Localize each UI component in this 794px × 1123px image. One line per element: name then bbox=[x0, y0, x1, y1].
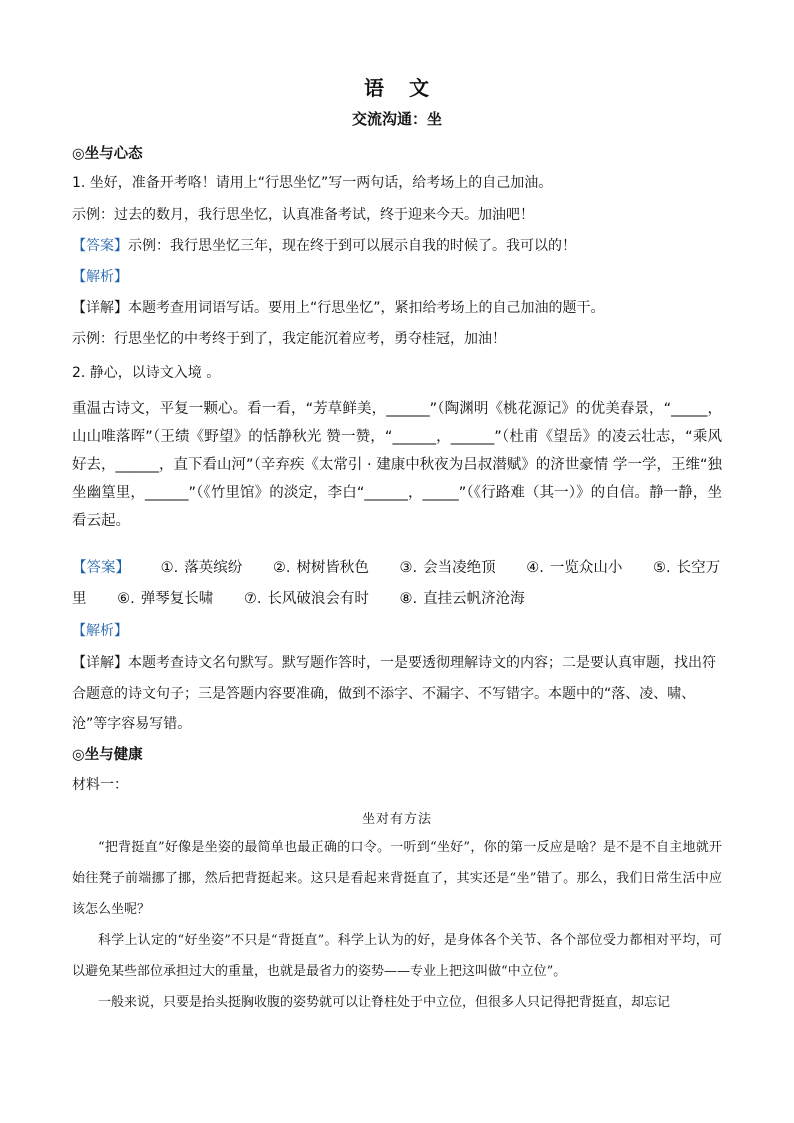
title-char-2: 文 bbox=[409, 76, 430, 100]
answer-item bbox=[526, 556, 622, 577]
answer-item bbox=[117, 587, 213, 608]
article-paragraph: “把背挺直”好像是坐姿的最简单也最正确的口令。一听到“坐好”，你的第一反应是啥？是不是不自主地就开始往凳子前端挪了挪，然后把背挺起来。这只是看起来背挺直了，其实还是“坐”错了。那么，我们日常生活中应该怎么坐呢？ bbox=[72, 840, 722, 917]
answer-text: 直挂云帆济沧海 bbox=[423, 591, 525, 607]
detail-tag: 【详解】 bbox=[72, 300, 128, 316]
article-paragraph: 科学上认定的“好坐姿”不只是“背挺直”。科学上认为的好，是身体各个关节、各个部位受力都相对平均，可以避免某些部位承担过大的重量，也就是最省力的姿势——专业上把这叫做“中立位”。 bbox=[72, 933, 722, 979]
answer-item bbox=[653, 556, 720, 577]
page-title bbox=[0, 72, 794, 101]
answer-num: ①. bbox=[160, 560, 179, 576]
page-subtitle: 交流沟通：坐 bbox=[351, 110, 442, 128]
section-heading-health: ◎坐与健康 bbox=[72, 747, 143, 763]
answer-text: 一览众山小 bbox=[549, 560, 623, 576]
title-char-1: 语 bbox=[364, 76, 385, 100]
answer-item bbox=[400, 587, 525, 608]
question-1-answer bbox=[72, 235, 576, 255]
question-2: 2. 静心，以诗文入境 。 bbox=[72, 365, 221, 381]
detail-tag: 【详解】 bbox=[72, 655, 128, 671]
answer-tag: 【答案】 bbox=[72, 238, 128, 254]
question-2-detail-line-1 bbox=[72, 652, 716, 672]
question-1: 1. 坐好，准备开考咯！请用上“行思坐忆”写一两句话，给考场上的自己加油。 bbox=[72, 175, 553, 191]
question-2-detail-line-3: 沧”等字容易写错。 bbox=[72, 716, 192, 732]
poem-passage: 重温古诗文，平复一颗心。看一看，“芳草鲜美，______”（陶渊明《桃花源记》的优美春景，“_____，山山唯落晖”（王绩《野望》的恬静秋光 赞一赞，“______，______”（杜甫《望岳》的凌云壮志，“乘风好去，______，直下看山河”（辛弃疾《太常引 · 建康中秋夜为吕叔潜赋》的济世豪情 学一学，王维“独坐幽篁里，______”（《竹里馆》的淡定，李白“______，_____”（《行路难（其一）》的自信。静一静，坐看云起。 bbox=[72, 401, 722, 529]
material-label: 材料一： bbox=[72, 777, 128, 793]
answer-num: ③. bbox=[399, 560, 418, 576]
detail-text: 本题考查用词语写话。要用上“行思坐忆”，紧扣给考场上的自己加油的题干。 bbox=[128, 300, 605, 316]
answer-text: 弹琴复长啸 bbox=[140, 591, 214, 607]
detail-text: 本题考查诗文名句默写。默写题作答时，一是要透彻理解诗文的内容；二是要认真审题，找出符 bbox=[128, 655, 716, 671]
question-2-answers-line-1 bbox=[72, 556, 720, 577]
answer-item bbox=[400, 556, 496, 577]
article-paragraph: 一般来说，只要是抬头挺胸收腹的姿势就可以让脊柱处于中立位，但很多人只记得把背挺直，却忘记 bbox=[98, 995, 671, 1010]
answer-item bbox=[244, 587, 369, 608]
question-2-answers-line-2 bbox=[72, 587, 551, 608]
question-1-example-2: 示例：行思坐忆的中考终于到了，我定能沉着应考，勇夺桂冠，加油！ bbox=[72, 331, 506, 347]
answer-num: ⑥. bbox=[117, 591, 135, 607]
answer-num: ⑧. bbox=[399, 591, 418, 607]
answer-num: ②. bbox=[272, 560, 291, 576]
question-1-detail bbox=[72, 297, 605, 317]
analysis-tag: 【解析】 bbox=[72, 269, 128, 285]
answer-text: 会当凌绝顶 bbox=[423, 560, 496, 576]
answer-continuation: 里 bbox=[72, 591, 87, 607]
answer-num: ⑦. bbox=[243, 591, 262, 607]
answer-text: 长风破浪会有时 bbox=[267, 591, 369, 607]
answer-item bbox=[273, 556, 369, 577]
article-title: 坐对有方法 bbox=[361, 812, 432, 827]
answer-item bbox=[161, 556, 243, 577]
section-heading-mindset: ◎坐与心态 bbox=[72, 146, 143, 162]
answer-num: ⑤. bbox=[652, 560, 671, 576]
answer-text: 树树皆秋色 bbox=[296, 560, 369, 576]
question-2-detail-line-2: 合题意的诗文句子；三是答题内容要准确，做到不添字、不漏字、不写错字。本题中的“落、凌、啸、 bbox=[72, 686, 696, 702]
answer-text: 示例：我行思坐忆三年，现在终于到可以展示自我的时候了。我可以的！ bbox=[128, 238, 576, 254]
answer-text: 落英缤纷 bbox=[184, 560, 243, 576]
analysis-tag: 【解析】 bbox=[72, 623, 128, 639]
answer-num: ④. bbox=[526, 560, 544, 576]
article-body bbox=[72, 832, 722, 1018]
question-1-example: 示例：过去的数月，我行思坐忆，认真准备考试，终于迎来今天。加油吧！ bbox=[72, 207, 534, 223]
answer-tag: 【答案】 bbox=[72, 560, 130, 576]
answer-text: 长空万 bbox=[676, 560, 721, 576]
